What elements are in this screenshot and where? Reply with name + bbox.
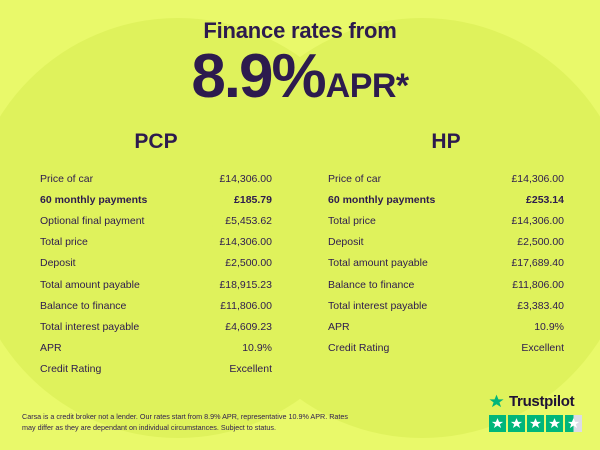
table-row (40, 295, 272, 316)
row-value: £17,689.40 (511, 257, 564, 270)
legal-disclaimer: Carsa is a credit broker not a lender. Our rates start from 8.9% APR, representative 10.9% APR. Rates may differ as they are dependant on individual circumstances. Subject to status. (22, 412, 348, 433)
row-label: Deposit (40, 257, 76, 270)
star-icon (489, 415, 506, 432)
table-row (40, 232, 272, 253)
table-row (328, 232, 564, 253)
row-label: APR (328, 320, 350, 333)
row-label: Credit Rating (40, 363, 102, 376)
headline-rate-suffix: APR* (325, 67, 409, 105)
row-label: Total amount payable (40, 278, 140, 291)
row-value: 10.9% (534, 320, 564, 333)
table-row (328, 274, 564, 295)
row-label: 60 monthly payments (40, 193, 148, 206)
table-row (328, 168, 564, 189)
row-value: £4,609.23 (225, 320, 272, 333)
row-value: £3,383.40 (517, 299, 564, 312)
row-label: Total amount payable (328, 257, 428, 270)
row-value: £11,806.00 (220, 299, 272, 312)
row-value: £2,500.00 (225, 257, 272, 270)
row-value: £185.79 (234, 193, 272, 206)
star-icon (527, 415, 544, 432)
column-pcp-title: PCP (134, 130, 178, 153)
table-row (328, 338, 564, 359)
comparison-columns (0, 130, 600, 380)
row-value: 10.9% (242, 342, 272, 355)
row-value: £14,306.00 (219, 236, 272, 249)
trustpilot-wordmark: Trustpilot (509, 393, 575, 410)
table-row (40, 359, 272, 380)
column-hp (300, 130, 600, 380)
table-row (328, 253, 564, 274)
star-half-icon (565, 415, 582, 432)
row-value: Excellent (229, 363, 272, 376)
hp-rates-table (328, 168, 564, 359)
row-label: Total price (328, 214, 376, 227)
row-value: £14,306.00 (511, 172, 564, 185)
row-value: £18,915.23 (219, 278, 272, 291)
row-label: 60 monthly payments (328, 193, 436, 206)
row-value: £253.14 (526, 193, 564, 206)
row-label: Optional final payment (40, 214, 145, 227)
trustpilot-star-icon (489, 394, 504, 409)
pcp-rates-table (40, 168, 272, 380)
table-row (40, 338, 272, 359)
table-row (40, 189, 272, 210)
table-row (40, 253, 272, 274)
row-label: Balance to finance (40, 299, 127, 312)
headline-rate (0, 42, 600, 111)
row-label: Total interest payable (40, 320, 140, 333)
row-value: £11,806.00 (512, 278, 564, 291)
star-icon (508, 415, 525, 432)
column-pcp (0, 130, 300, 380)
trustpilot-logo (489, 393, 582, 410)
row-value: £14,306.00 (219, 172, 272, 185)
row-label: Total interest payable (328, 299, 428, 312)
row-label: Total price (40, 236, 88, 249)
row-value: £2,500.00 (517, 236, 564, 249)
table-row (40, 316, 272, 337)
table-row (328, 210, 564, 231)
trustpilot-stars (489, 415, 582, 432)
table-row (40, 168, 272, 189)
table-row (328, 295, 564, 316)
row-label: Price of car (328, 172, 382, 185)
row-label: Credit Rating (328, 342, 390, 355)
row-label: APR (40, 342, 62, 355)
table-row (40, 274, 272, 295)
row-value: £14,306.00 (511, 214, 564, 227)
row-label: Balance to finance (328, 278, 415, 291)
page-title: Finance rates from (203, 18, 397, 43)
headline-rate-number: 8.9% (191, 42, 325, 111)
star-icon (546, 415, 563, 432)
table-row (328, 316, 564, 337)
table-row (328, 189, 564, 210)
column-hp-title: HP (431, 130, 461, 153)
trustpilot-rating[interactable] (489, 393, 582, 432)
table-row (40, 210, 272, 231)
row-label: Price of car (40, 172, 94, 185)
row-value: £5,453.62 (225, 214, 272, 227)
row-value: Excellent (521, 342, 564, 355)
row-label: Deposit (328, 236, 364, 249)
